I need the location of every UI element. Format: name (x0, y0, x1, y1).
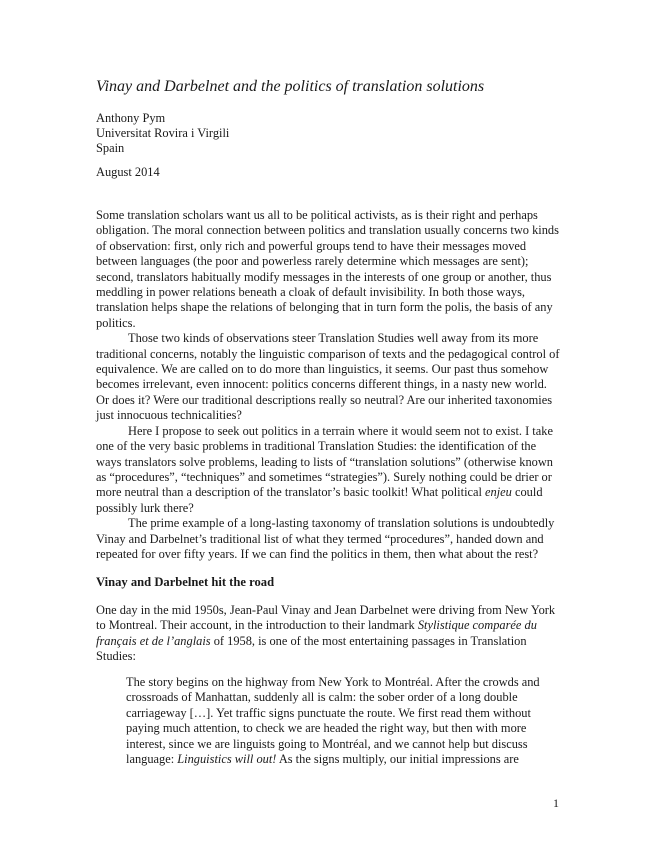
paragraph-3-text-end: could possibly lurk there? (96, 485, 543, 515)
paragraph-4: The prime example of a long-lasting taxonomy of translation solutions is undoubtedly Vinay and Darbelnet’s traditional list of what they termed “procedures”, handed down and repeated for over fifty years. If we can find the politics in them, then what about the rest? (96, 516, 555, 561)
quote-italic: Linguistics will out! (177, 752, 277, 767)
intro-section (96, 208, 562, 562)
paper-title: Vinay and Darbelnet and the politics of translation solutions (96, 78, 485, 95)
section-heading: Vinay and Darbelnet hit the road (96, 575, 275, 589)
paragraph-3-italic: enjeu (485, 485, 512, 500)
quote-text-end: As the signs multiply, our initial impressions are (276, 752, 519, 767)
quote-paragraph (126, 675, 562, 767)
author-affiliation: Universitat Rovira i Virgili (96, 126, 230, 140)
paragraph-3-text: Here I propose to seek out politics in a terrain where it would seem not to exist. I take one of the very basic problems in traditional Translation Studies: the identification of the ways translators solve problems, leading to lists of “translation solutions” (otherwise known as “procedures”, “techniques” and sometimes “strategies”). Surely nothing could be drier or more neutral than a description of the translator’s basic toolkit! What political (96, 423, 554, 500)
section-body (96, 603, 562, 665)
paragraph-1: Some translation scholars want us all to be political activists, as is their right and perhaps obligation. The moral connection between politics and translation usually concerns two kinds of observation: first, only rich and powerful groups tend to have their messages moved between languages (the poor and powerless rarely determine which messages are sent); second, translators habitually modify messages in the interests of one group or another, thus meddling in power relations beneath a cloak of default invisibility. In both those ways, translation helps shape the relations of belonging that in turn form the polis, the basis of any politics. (96, 208, 559, 330)
author-block (96, 111, 229, 156)
section-paragraph (96, 603, 562, 665)
book-title-italic: Stylistique comparée du français et de l’anglais (96, 618, 537, 648)
publication-date: August 2014 (96, 165, 160, 179)
quote-text: The story begins on the highway from New York to Montréal. After the crowds and crossroads of Manhattan, suddenly all is calm: the sober order of a long double carriageway […]. Yet traffic signs punctuate the route. We first read them without paying much attention, to check we are headed the right way, but then with more interest, since we are linguists going to Montréal, and we cannot help but discuss language: (126, 675, 540, 767)
block-quote (126, 675, 562, 767)
section-paragraph-text: One day in the mid 1950s, Jean-Paul Vinay and Jean Darbelnet were driving from New York to Montreal. Their account, in the introduction to their landmark (96, 603, 556, 633)
page-number: 1 (553, 796, 559, 810)
paragraph-3 (96, 424, 562, 516)
author-country: Spain (96, 141, 125, 155)
section-paragraph-text-end: of 1958, is one of the most entertaining passages in Translation Studies: (96, 633, 527, 664)
paragraph-2: Those two kinds of observations steer Translation Studies well away from its more traditional concerns, notably the linguistic comparison of texts and the pedagogical control of equivalence. We are called on to do more than linguistics, it seems. Our past thus somehow becomes irrelevant, even innocent: politics concerns different things, in a nasty new world. Or does it? Were our traditional descriptions really so neutral? Are our inherited taxonomies just innocuous technicalities? (96, 331, 560, 423)
author-name: Anthony Pym (96, 111, 166, 125)
